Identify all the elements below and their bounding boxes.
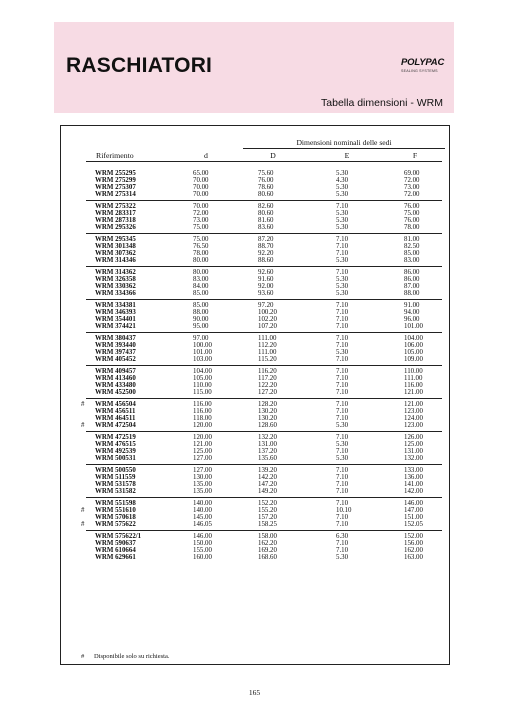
cell-d: 95.00 <box>193 322 209 330</box>
group-divider <box>86 299 442 300</box>
cell-f: 75.00 <box>404 209 420 217</box>
cell-ref: WRM 472519 <box>95 434 136 441</box>
cell-d-outer: 142.20 <box>258 473 277 481</box>
cell-d-outer: 135.60 <box>258 454 277 462</box>
group-divider <box>86 530 442 531</box>
cell-d: 125.00 <box>193 447 212 455</box>
column-header-riferimento: Riferimento <box>96 151 134 160</box>
cell-e: 7.10 <box>336 308 349 316</box>
cell-d-outer: 78.60 <box>258 183 274 191</box>
cell-ref: WRM 314346 <box>95 256 136 264</box>
cell-ref: WRM 500550 <box>95 467 136 474</box>
cell-ref: WRM 295345 <box>95 236 136 243</box>
cell-ref: WRM 629661 <box>95 553 136 561</box>
cell-d-outer: 80.60 <box>258 209 274 217</box>
table-row <box>61 521 449 528</box>
cell-f: 123.00 <box>404 421 423 429</box>
cell-ref: WRM 380437 <box>95 335 136 342</box>
cell-d: 72.00 <box>193 209 209 217</box>
cell-d-outer: 81.60 <box>258 216 274 224</box>
cell-f: 147.00 <box>404 506 423 514</box>
cell-f: 121.00 <box>404 401 423 408</box>
group-divider <box>86 266 442 267</box>
cell-d-outer: 88.70 <box>258 242 274 250</box>
cell-e: 10.10 <box>336 506 352 514</box>
cell-d-outer: 155.20 <box>258 506 277 514</box>
cell-f: 152.05 <box>404 520 423 528</box>
cell-e: 7.10 <box>336 500 349 507</box>
cell-f: 142.00 <box>404 487 423 495</box>
cell-e: 7.10 <box>336 203 349 210</box>
cell-f: 91.00 <box>404 302 420 309</box>
cell-d-outer: 116.20 <box>258 368 277 375</box>
cell-e: 5.30 <box>336 183 349 191</box>
cell-d: 80.00 <box>193 269 209 276</box>
cell-f: 152.00 <box>404 533 423 540</box>
table-row <box>61 554 449 561</box>
cell-e: 7.10 <box>336 388 349 396</box>
page-subtitle: Tabella dimensioni - WRM <box>321 97 443 109</box>
cell-d-outer: 130.20 <box>258 414 277 422</box>
cell-f: 76.00 <box>404 216 420 224</box>
cell-d-outer: 92.00 <box>258 282 274 290</box>
cell-d: 130.00 <box>193 473 212 481</box>
cell-mark: # <box>81 421 85 429</box>
cell-ref: WRM 283317 <box>95 209 136 217</box>
cell-ref: WRM 531582 <box>95 487 136 495</box>
cell-e: 7.10 <box>336 322 349 330</box>
cell-e: 5.30 <box>336 209 349 217</box>
cell-ref: WRM 476515 <box>95 440 136 448</box>
cell-ref: WRM 326358 <box>95 275 136 283</box>
cell-d-outer: 82.60 <box>258 203 274 210</box>
table-row <box>61 422 449 429</box>
cell-f: 156.00 <box>404 539 423 547</box>
cell-f: 86.00 <box>404 269 420 276</box>
cell-d: 70.00 <box>193 203 209 210</box>
cell-e: 7.10 <box>336 520 349 528</box>
cell-ref: WRM 464511 <box>95 414 136 422</box>
cell-ref: WRM 334366 <box>95 289 136 297</box>
cell-f: 83.00 <box>404 256 420 264</box>
cell-ref: WRM 456511 <box>95 407 136 415</box>
cell-d: 135.00 <box>193 480 212 488</box>
cell-f: 123.00 <box>404 407 423 415</box>
brand-tagline: SEALING SYSTEMS <box>401 69 438 73</box>
cell-ref: WRM 492539 <box>95 447 136 455</box>
cell-e: 7.10 <box>336 513 349 521</box>
cell-e: 7.10 <box>336 487 349 495</box>
cell-d-outer: 102.20 <box>258 315 277 323</box>
cell-d: 65.00 <box>193 170 209 177</box>
cell-ref: WRM 500531 <box>95 454 136 462</box>
cell-d: 146.05 <box>193 520 212 528</box>
table-row <box>61 290 449 297</box>
cell-d-outer: 92.20 <box>258 249 274 257</box>
cell-e: 5.30 <box>336 421 349 429</box>
cell-f: 72.00 <box>404 176 420 184</box>
header-band <box>54 22 454 113</box>
cell-d: 121.00 <box>193 440 212 448</box>
cell-ref: WRM 590637 <box>95 539 136 547</box>
cell-d-outer: 158.00 <box>258 533 277 540</box>
cell-d: 145.00 <box>193 513 212 521</box>
cell-e: 5.30 <box>336 223 349 231</box>
cell-d: 75.00 <box>193 223 209 231</box>
cell-ref: WRM 307362 <box>95 249 136 257</box>
cell-d-outer: 111.00 <box>258 335 277 342</box>
cell-e: 5.30 <box>336 440 349 448</box>
cell-e: 4.30 <box>336 176 349 184</box>
column-header-E: E <box>344 151 350 160</box>
cell-d: 140.00 <box>193 506 212 514</box>
cell-ref: WRM 393440 <box>95 341 136 349</box>
cell-d-outer: 169.20 <box>258 546 277 554</box>
cell-d: 97.00 <box>193 335 209 342</box>
cell-d-outer: 87.20 <box>258 236 274 243</box>
cell-d: 140.00 <box>193 500 212 507</box>
dimensions-table <box>60 125 450 665</box>
cell-ref: WRM 531578 <box>95 480 136 488</box>
cell-d-outer: 115.20 <box>258 355 277 363</box>
cell-e: 5.30 <box>336 282 349 290</box>
column-header-F: F <box>412 151 418 160</box>
cell-d: 110.00 <box>193 381 212 389</box>
table-row <box>61 323 449 330</box>
cell-e: 7.10 <box>336 315 349 323</box>
cell-ref: WRM 570618 <box>95 513 136 521</box>
cell-f: 110.00 <box>404 368 423 375</box>
cell-d: 103.00 <box>193 355 212 363</box>
cell-f: 73.00 <box>404 183 420 191</box>
cell-ref: WRM 405452 <box>95 355 136 363</box>
cell-f: 116.00 <box>404 381 423 389</box>
cell-ref: WRM 472504 <box>95 421 136 429</box>
cell-d: 70.00 <box>193 176 209 184</box>
column-header-d: d <box>204 151 208 160</box>
cell-ref: WRM 397437 <box>95 348 136 356</box>
cell-ref: WRM 314362 <box>95 269 136 276</box>
cell-e: 7.10 <box>336 473 349 481</box>
cell-d-outer: 162.20 <box>258 539 277 547</box>
cell-f: 105.00 <box>404 348 423 356</box>
page-title: RASCHIATORI <box>66 54 213 77</box>
cell-d-outer: 127.20 <box>258 388 277 396</box>
cell-d-outer: 122.20 <box>258 381 277 389</box>
table-row <box>61 191 449 198</box>
cell-e: 7.10 <box>336 269 349 276</box>
cell-d-outer: 112.20 <box>258 341 277 349</box>
cell-d-outer: 128.20 <box>258 401 277 408</box>
cell-f: 94.00 <box>404 308 420 316</box>
table-row <box>61 356 449 363</box>
cell-f: 88.00 <box>404 289 420 297</box>
cell-f: 87.00 <box>404 282 420 290</box>
table-row <box>61 455 449 462</box>
cell-d: 90.00 <box>193 315 209 323</box>
cell-ref: WRM 255295 <box>95 170 136 177</box>
cell-e: 5.30 <box>336 216 349 224</box>
cell-d-outer: 168.60 <box>258 553 277 561</box>
cell-f: 104.00 <box>404 335 423 342</box>
cell-e: 5.30 <box>336 256 349 264</box>
cell-d-outer: 80.60 <box>258 190 274 198</box>
cell-f: 131.00 <box>404 447 423 455</box>
cell-d: 127.00 <box>193 467 212 474</box>
footnote-text: Disponibile solo su richiesta. <box>94 653 170 660</box>
cell-f: 163.00 <box>404 553 423 561</box>
cell-e: 5.30 <box>336 454 349 462</box>
cell-d-outer: 107.20 <box>258 322 277 330</box>
group-divider <box>86 431 442 432</box>
cell-e: 7.10 <box>336 368 349 375</box>
cell-ref: WRM 330362 <box>95 282 136 290</box>
cell-e: 7.10 <box>336 242 349 250</box>
cell-e: 7.10 <box>336 467 349 474</box>
table-row <box>61 224 449 231</box>
cell-ref: WRM 374421 <box>95 322 136 330</box>
cell-d-outer: 92.60 <box>258 269 274 276</box>
cell-e: 7.10 <box>336 381 349 389</box>
cell-e: 5.30 <box>336 275 349 283</box>
cell-f: 151.00 <box>404 513 423 521</box>
cell-e: 7.10 <box>336 434 349 441</box>
page-number: 165 <box>248 688 261 697</box>
cell-d: 83.00 <box>193 275 209 283</box>
cell-d-outer: 75.60 <box>258 170 274 177</box>
cell-ref: WRM 275314 <box>95 190 136 198</box>
cell-f: 101.00 <box>404 322 423 330</box>
cell-mark: # <box>81 401 85 408</box>
cell-d: 73.00 <box>193 216 209 224</box>
cell-e: 6.30 <box>336 533 349 540</box>
cell-d-outer: 76.00 <box>258 176 274 184</box>
cell-d: 116.00 <box>193 407 212 415</box>
cell-d: 70.00 <box>193 183 209 191</box>
cell-d: 120.00 <box>193 421 212 429</box>
cell-e: 5.30 <box>336 553 349 561</box>
cell-d: 70.00 <box>193 190 209 198</box>
cell-d-outer: 93.60 <box>258 289 274 297</box>
group-divider <box>86 332 442 333</box>
cell-d: 88.00 <box>193 308 209 316</box>
cell-ref: WRM 575622 <box>95 520 136 528</box>
cell-ref: WRM 551598 <box>95 500 136 507</box>
cell-e: 7.10 <box>336 401 349 408</box>
group-divider <box>86 365 442 366</box>
cell-e: 5.30 <box>336 190 349 198</box>
cell-f: 69.00 <box>404 170 420 177</box>
cell-ref: WRM 409457 <box>95 368 136 375</box>
cell-ref: WRM 346393 <box>95 308 136 316</box>
cell-d: 150.00 <box>193 539 212 547</box>
cell-f: 162.00 <box>404 546 423 554</box>
group-divider <box>86 464 442 465</box>
cell-ref: WRM 301348 <box>95 242 136 250</box>
cell-ref: WRM 433480 <box>95 381 136 389</box>
cell-f: 96.00 <box>404 315 420 323</box>
cell-d: 127.00 <box>193 454 212 462</box>
cell-d-outer: 157.20 <box>258 513 277 521</box>
cell-d-outer: 100.20 <box>258 308 277 316</box>
cell-d: 80.00 <box>193 256 209 264</box>
cell-f: 146.00 <box>404 500 423 507</box>
cell-e: 7.10 <box>336 480 349 488</box>
brand-logo <box>401 58 445 73</box>
cell-e: 7.10 <box>336 236 349 243</box>
cell-d-outer: 131.00 <box>258 440 277 448</box>
cell-e: 7.10 <box>336 539 349 547</box>
cell-f: 76.00 <box>404 203 420 210</box>
cell-d-outer: 111.00 <box>258 348 277 356</box>
cell-d: 116.00 <box>193 401 212 408</box>
cell-e: 7.10 <box>336 546 349 554</box>
group-divider <box>86 497 442 498</box>
cell-f: 82.50 <box>404 242 420 250</box>
cell-ref: WRM 413460 <box>95 374 136 382</box>
cell-d: 75.00 <box>193 236 209 243</box>
cell-f: 125.00 <box>404 440 423 448</box>
group-divider <box>86 233 442 234</box>
cell-d: 76.50 <box>193 242 209 250</box>
cell-d: 118.00 <box>193 414 212 422</box>
cell-f: 141.00 <box>404 480 423 488</box>
cell-d: 146.00 <box>193 533 212 540</box>
cell-ref: WRM 511559 <box>95 473 136 481</box>
table-row <box>61 488 449 495</box>
cell-d: 155.00 <box>193 546 212 554</box>
cell-e: 7.10 <box>336 335 349 342</box>
cell-e: 7.10 <box>336 341 349 349</box>
cell-d: 101.00 <box>193 348 212 356</box>
cell-f: 136.00 <box>404 473 423 481</box>
cell-d-outer: 88.60 <box>258 256 274 264</box>
cell-f: 126.00 <box>404 434 423 441</box>
cell-f: 109.00 <box>404 355 423 363</box>
footnote-mark: # <box>81 653 85 660</box>
cell-ref: WRM 551610 <box>95 506 136 514</box>
cell-d-outer: 158.25 <box>258 520 277 528</box>
cell-e: 7.10 <box>336 414 349 422</box>
cell-ref: WRM 575622/1 <box>95 533 142 540</box>
cell-ref: WRM 295326 <box>95 223 136 231</box>
cell-d: 85.00 <box>193 289 209 297</box>
cell-d: 120.00 <box>193 434 212 441</box>
cell-mark: # <box>81 520 85 528</box>
cell-d: 160.00 <box>193 553 212 561</box>
table-row <box>61 257 449 264</box>
group-header-divider <box>243 148 445 149</box>
group-divider <box>86 398 442 399</box>
group-header: Dimensioni nominali delle sedi <box>296 138 392 147</box>
cell-ref: WRM 287318 <box>95 216 136 224</box>
cell-d: 78.00 <box>193 249 209 257</box>
cell-ref: WRM 275322 <box>95 203 136 210</box>
cell-ref: WRM 334381 <box>95 302 136 309</box>
cell-d: 85.00 <box>193 302 209 309</box>
cell-d: 135.00 <box>193 487 212 495</box>
cell-f: 78.00 <box>404 223 420 231</box>
cell-d-outer: 117.20 <box>258 374 277 382</box>
cell-d-outer: 97.20 <box>258 302 274 309</box>
cell-d-outer: 83.60 <box>258 223 274 231</box>
group-divider <box>86 200 442 201</box>
cell-e: 7.10 <box>336 249 349 257</box>
cell-f: 86.00 <box>404 275 420 283</box>
table-row <box>61 389 449 396</box>
cell-d-outer: 147.20 <box>258 480 277 488</box>
cell-d-outer: 91.60 <box>258 275 274 283</box>
cell-f: 81.00 <box>404 236 420 243</box>
cell-d-outer: 130.20 <box>258 407 277 415</box>
cell-ref: WRM 456504 <box>95 401 136 408</box>
cell-f: 124.00 <box>404 414 423 422</box>
cell-e: 7.10 <box>336 302 349 309</box>
cell-f: 72.00 <box>404 190 420 198</box>
cell-d: 105.00 <box>193 374 212 382</box>
cell-f: 132.00 <box>404 454 423 462</box>
cell-e: 5.30 <box>336 170 349 177</box>
cell-d: 84.00 <box>193 282 209 290</box>
cell-d-outer: 149.20 <box>258 487 277 495</box>
cell-d-outer: 132.20 <box>258 434 277 441</box>
cell-d-outer: 128.60 <box>258 421 277 429</box>
cell-mark: # <box>81 506 85 514</box>
cell-e: 7.10 <box>336 355 349 363</box>
cell-ref: WRM 354401 <box>95 315 136 323</box>
cell-f: 106.00 <box>404 341 423 349</box>
cell-d-outer: 137.20 <box>258 447 277 455</box>
column-header-D: D <box>270 151 276 160</box>
cell-e: 7.10 <box>336 407 349 415</box>
cell-e: 7.10 <box>336 374 349 382</box>
brand-name: POLYPAC <box>401 57 445 68</box>
cell-ref: WRM 275299 <box>95 176 136 184</box>
cell-f: 133.00 <box>404 467 423 474</box>
cell-f: 85.00 <box>404 249 420 257</box>
header-divider <box>86 161 442 162</box>
cell-e: 5.30 <box>336 289 349 297</box>
cell-d-outer: 139.20 <box>258 467 277 474</box>
cell-e: 5.30 <box>336 348 349 356</box>
cell-f: 121.00 <box>404 388 423 396</box>
cell-ref: WRM 610664 <box>95 546 136 554</box>
cell-e: 7.10 <box>336 447 349 455</box>
cell-d: 104.00 <box>193 368 212 375</box>
cell-d: 100.00 <box>193 341 212 349</box>
cell-f: 111.00 <box>404 374 423 382</box>
cell-d: 115.00 <box>193 388 212 396</box>
cell-d-outer: 152.20 <box>258 500 277 507</box>
cell-ref: WRM 275307 <box>95 183 136 191</box>
cell-ref: WRM 452500 <box>95 388 136 396</box>
